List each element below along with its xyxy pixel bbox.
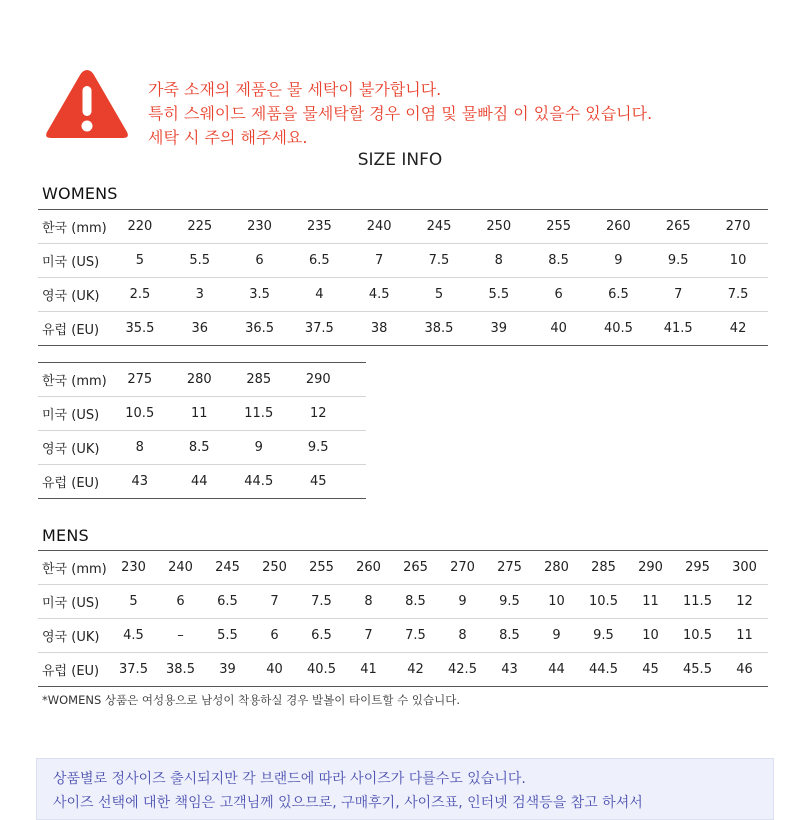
size-cell: 5.5 — [204, 619, 251, 653]
size-cell: 44 — [533, 653, 580, 687]
warning-triangle-icon — [44, 66, 130, 142]
size-row — [38, 397, 366, 431]
size-cell: 265 — [392, 551, 439, 585]
size-info-title: SIZE INFO — [357, 150, 443, 170]
size-row-label: 미국 (US) — [38, 585, 110, 619]
size-cell: 11 — [170, 397, 230, 431]
size-cell: 8.5 — [392, 585, 439, 619]
size-cell: 280 — [533, 551, 580, 585]
care-warning-line: 특히 스웨이드 제품을 물세탁할 경우 이염 및 물빠짐 이 있을수 있습니다. — [148, 104, 653, 123]
size-row-label: 유럽 (EU) — [38, 465, 110, 499]
size-cell: 9.5 — [289, 431, 349, 465]
size-cell: 7.5 — [708, 278, 768, 312]
size-cell: 6.5 — [289, 244, 349, 278]
size-cell: 5.5 — [469, 278, 529, 312]
size-cell: 36 — [170, 312, 230, 346]
size-cell: 37.5 — [110, 653, 157, 687]
size-cell: 6 — [529, 278, 589, 312]
size-cell: 225 — [170, 210, 230, 244]
size-cell: 3 — [170, 278, 230, 312]
size-cell: 40 — [529, 312, 589, 346]
size-cell: 240 — [349, 210, 409, 244]
size-cell: 220 — [110, 210, 170, 244]
size-cell: 39 — [204, 653, 251, 687]
size-row-label: 유럽 (EU) — [38, 312, 110, 346]
size-cell: 6.5 — [204, 585, 251, 619]
size-cell: 10.5 — [674, 619, 721, 653]
size-cell: 12 — [721, 585, 768, 619]
size-cell: 9 — [533, 619, 580, 653]
size-row-label: 한국 (mm) — [38, 363, 110, 397]
size-cell: 9.5 — [486, 585, 533, 619]
size-notice-line: 사이즈 선택에 대한 책임은 고객님께 있으므로, 구매후기, 사이즈표, 인터넷 검색등을 참고 하셔서 — [53, 795, 643, 811]
size-cell: – — [157, 619, 204, 653]
size-cell: 270 — [439, 551, 486, 585]
care-warning-line: 세탁 시 주의 해주세요. — [148, 128, 308, 147]
size-cell: 8.5 — [529, 244, 589, 278]
size-cell: 8 — [469, 244, 529, 278]
size-cell: 7 — [251, 585, 298, 619]
size-row — [38, 363, 366, 397]
size-row — [38, 585, 768, 619]
womens-section-title: WOMENS — [42, 184, 118, 203]
size-cell: 290 — [289, 363, 349, 397]
size-cell: 6.5 — [298, 619, 345, 653]
size-cell: 245 — [409, 210, 469, 244]
size-cell: 9.5 — [648, 244, 708, 278]
size-cell: 250 — [469, 210, 529, 244]
size-cell: 245 — [204, 551, 251, 585]
size-cell: 38 — [349, 312, 409, 346]
size-cell: 240 — [157, 551, 204, 585]
size-cell: 290 — [627, 551, 674, 585]
size-cell: 7.5 — [298, 585, 345, 619]
size-cell: 6 — [230, 244, 290, 278]
size-cell: 10.5 — [110, 397, 170, 431]
size-cell: 8 — [345, 585, 392, 619]
size-cell: 275 — [486, 551, 533, 585]
size-cell: 40.5 — [589, 312, 649, 346]
size-cell: 6.5 — [589, 278, 649, 312]
size-row — [38, 312, 768, 346]
mens-section-title: MENS — [42, 526, 89, 545]
size-cell: 5 — [110, 244, 170, 278]
size-cell: 260 — [589, 210, 649, 244]
size-cell: 41.5 — [648, 312, 708, 346]
size-cell: 42 — [708, 312, 768, 346]
size-cell: 11 — [627, 585, 674, 619]
size-cell: 5 — [409, 278, 469, 312]
size-cell: 44 — [170, 465, 230, 499]
size-cell: 42 — [392, 653, 439, 687]
size-cell: 8 — [110, 431, 170, 465]
size-cell-spacer — [348, 397, 366, 431]
size-cell: 45 — [289, 465, 349, 499]
size-row — [38, 653, 768, 687]
size-cell: 280 — [170, 363, 230, 397]
size-cell: 7.5 — [409, 244, 469, 278]
size-row-label: 유럽 (EU) — [38, 653, 110, 687]
size-cell: 295 — [674, 551, 721, 585]
size-cell: 43 — [110, 465, 170, 499]
size-row — [38, 210, 768, 244]
size-cell: 270 — [708, 210, 768, 244]
size-cell: 10 — [708, 244, 768, 278]
size-cell: 8.5 — [486, 619, 533, 653]
size-row-label: 미국 (US) — [38, 244, 110, 278]
size-row-label: 영국 (UK) — [38, 278, 110, 312]
size-cell: 8 — [439, 619, 486, 653]
size-cell: 45 — [627, 653, 674, 687]
size-row — [38, 278, 768, 312]
size-cell: 5.5 — [170, 244, 230, 278]
size-cell: 44.5 — [229, 465, 289, 499]
size-cell: 46 — [721, 653, 768, 687]
size-row — [38, 465, 366, 499]
size-cell: 8.5 — [170, 431, 230, 465]
womens-size-table — [38, 209, 768, 346]
size-cell: 10 — [627, 619, 674, 653]
size-cell: 7 — [648, 278, 708, 312]
size-cell: 4.5 — [349, 278, 409, 312]
size-cell: 10.5 — [580, 585, 627, 619]
size-cell: 44.5 — [580, 653, 627, 687]
size-cell: 9.5 — [580, 619, 627, 653]
size-cell: 4.5 — [110, 619, 157, 653]
size-cell: 35.5 — [110, 312, 170, 346]
size-cell: 5 — [110, 585, 157, 619]
size-cell: 11 — [721, 619, 768, 653]
size-cell: 11.5 — [674, 585, 721, 619]
size-row — [38, 551, 768, 585]
size-cell: 37.5 — [289, 312, 349, 346]
size-cell: 9 — [439, 585, 486, 619]
size-cell: 255 — [529, 210, 589, 244]
size-cell: 45.5 — [674, 653, 721, 687]
size-cell: 2.5 — [110, 278, 170, 312]
size-cell: 275 — [110, 363, 170, 397]
size-row-label: 미국 (US) — [38, 397, 110, 431]
size-row-label: 영국 (UK) — [38, 431, 110, 465]
size-cell: 9 — [229, 431, 289, 465]
size-cell: 235 — [289, 210, 349, 244]
size-cell: 6 — [251, 619, 298, 653]
size-cell: 4 — [289, 278, 349, 312]
size-cell: 230 — [230, 210, 290, 244]
size-cell: 36.5 — [230, 312, 290, 346]
size-cell: 7 — [345, 619, 392, 653]
size-row — [38, 244, 768, 278]
size-cell: 11.5 — [229, 397, 289, 431]
womens-fit-note: *WOMENS 상품은 여성용으로 남성이 착용하실 경우 발볼이 타이트할 수 있습니다. — [42, 693, 460, 707]
size-cell: 12 — [289, 397, 349, 431]
size-cell: 10 — [533, 585, 580, 619]
care-warning-line: 가죽 소재의 제품은 물 세탁이 불가합니다. — [148, 80, 442, 99]
size-cell: 41 — [345, 653, 392, 687]
size-cell-spacer — [348, 431, 366, 465]
size-cell: 7 — [349, 244, 409, 278]
size-cell: 38.5 — [409, 312, 469, 346]
size-notice-line: 상품별로 정사이즈 출시되지만 각 브랜드에 따라 사이즈가 다를수도 있습니다. — [53, 771, 526, 787]
size-row-label: 영국 (UK) — [38, 619, 110, 653]
size-cell: 38.5 — [157, 653, 204, 687]
size-cell-spacer — [348, 363, 366, 397]
size-row-label: 한국 (mm) — [38, 210, 110, 244]
size-row — [38, 619, 768, 653]
size-cell: 6 — [157, 585, 204, 619]
size-cell: 40 — [251, 653, 298, 687]
size-notice-box — [36, 758, 774, 820]
size-cell: 230 — [110, 551, 157, 585]
size-cell: 265 — [648, 210, 708, 244]
size-cell: 255 — [298, 551, 345, 585]
size-cell: 3.5 — [230, 278, 290, 312]
size-cell: 285 — [580, 551, 627, 585]
size-cell: 43 — [486, 653, 533, 687]
size-cell: 7.5 — [392, 619, 439, 653]
size-cell: 39 — [469, 312, 529, 346]
size-row — [38, 431, 366, 465]
mens-size-table — [38, 550, 768, 687]
size-row-label: 한국 (mm) — [38, 551, 110, 585]
size-cell: 250 — [251, 551, 298, 585]
size-cell: 9 — [589, 244, 649, 278]
size-cell: 260 — [345, 551, 392, 585]
size-cell-spacer — [348, 465, 366, 499]
care-warning — [148, 78, 652, 150]
size-cell: 40.5 — [298, 653, 345, 687]
womens-size-table-extended — [38, 362, 366, 499]
size-cell: 285 — [229, 363, 289, 397]
size-cell: 42.5 — [439, 653, 486, 687]
size-cell: 300 — [721, 551, 768, 585]
